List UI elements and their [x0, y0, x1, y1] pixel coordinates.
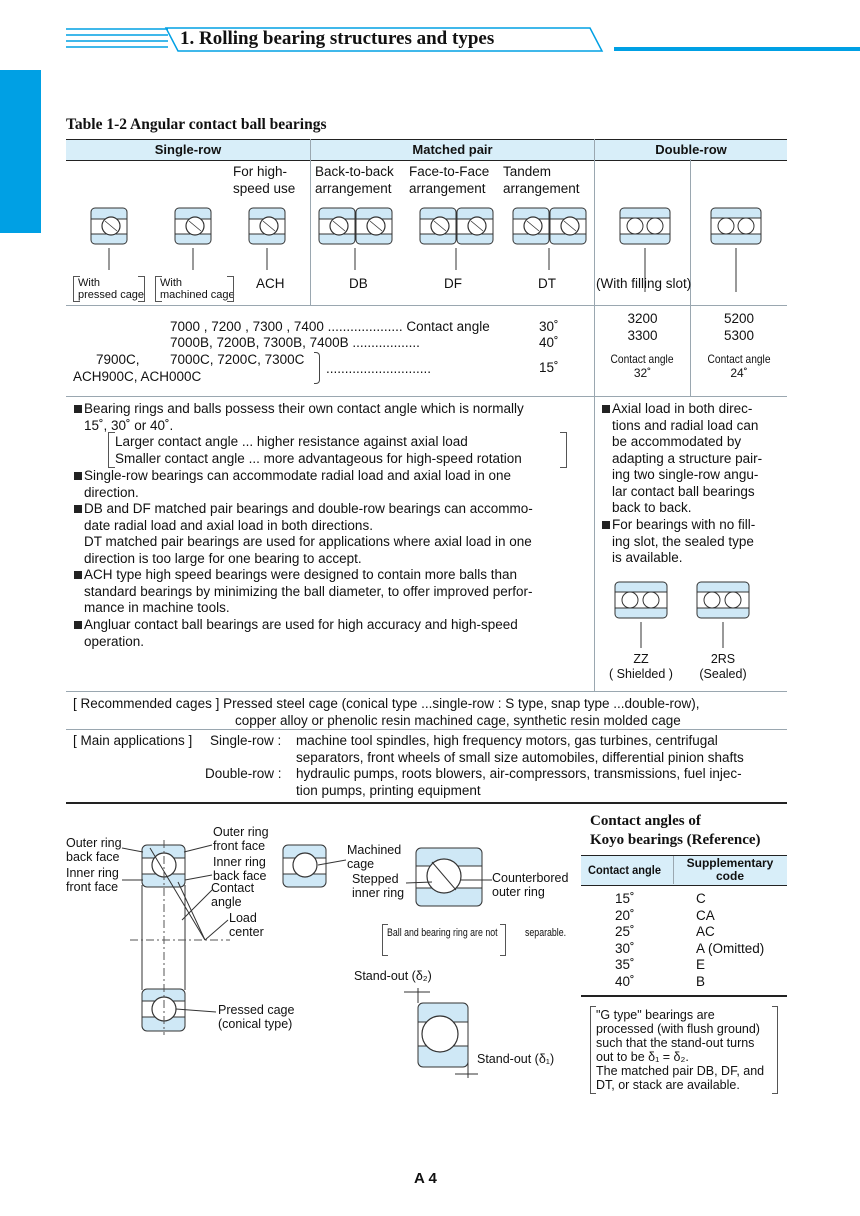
- col-matched-pair: Matched pair: [412, 142, 493, 157]
- series-angle-40: 40˚: [539, 335, 559, 350]
- label-contact-angle: Contact angle: [211, 881, 255, 909]
- label-filling-slot: (With filling slot): [596, 276, 692, 291]
- contact-col-angle: Contact angle: [587, 863, 661, 877]
- double-series-24: 5200 5300: [723, 311, 755, 343]
- label-machined-cage: With machined cage: [160, 277, 235, 301]
- subhead-high-speed: For high- speed use: [233, 164, 296, 196]
- main-applications-label: [ Main applications ]: [73, 733, 193, 748]
- series-angle-30: 30˚: [539, 319, 559, 334]
- table-row: 35˚: [615, 957, 635, 972]
- contact-codes: [696, 891, 764, 990]
- table-row: E: [696, 957, 706, 972]
- table-row: CA: [696, 907, 715, 923]
- double-angle-24: Contact angle 24˚: [707, 352, 771, 380]
- double-series-32: 3200 3300: [627, 311, 658, 343]
- desc-right-2: For bearings with no fill- ing slot, the sealed type is available.: [612, 517, 756, 565]
- label-outer-ring-front: Outer ring front face: [213, 825, 269, 853]
- label-standout-d1: Stand-out (δ₁): [477, 1052, 555, 1066]
- table-row: B: [696, 973, 706, 989]
- table-row: 30˚: [615, 940, 635, 956]
- label-load-center: Load center: [229, 911, 264, 939]
- label-machined-cage: Machined cage: [347, 843, 402, 871]
- col-double-row: Double-row: [655, 142, 727, 157]
- desc-bullet-2: Single-row bearings can accommodate radial load and axial load in one direction.: [84, 468, 512, 500]
- table-row: AC: [696, 924, 715, 939]
- series-line-4: ACH900C, ACH000C: [73, 369, 202, 384]
- apps-double-row: hydraulic pumps, roots blowers, air-compressors, transmissions, fuel injec- tion pumps, printing equipment: [296, 766, 742, 798]
- label-db: DB: [349, 276, 368, 291]
- table-row: 25˚: [615, 924, 635, 939]
- col-single-row: Single-row: [154, 142, 222, 157]
- label-inner-ring-back: Inner ring back face: [213, 855, 267, 883]
- label-zz: ZZ ( Shielded ): [609, 652, 673, 681]
- table-row: 20˚: [615, 907, 635, 923]
- label-df: DF: [444, 276, 462, 291]
- contact-angles: [615, 891, 635, 990]
- table-row: 40˚: [615, 973, 635, 989]
- desc-bullet-5: Angluar contact ball bearings are used for high accuracy and high-speed operation.: [84, 617, 518, 649]
- series-line-3b: 7000C, 7200C, 7300C: [170, 352, 305, 367]
- page-title: 1. Rolling bearing structures and types: [180, 28, 495, 49]
- label-counterbored-outer-ring: Counterbored outer ring: [492, 871, 569, 899]
- contact-table-title: Contact angles of Koyo bearings (Reference): [590, 813, 761, 848]
- machined-cage-bearing: [283, 845, 326, 887]
- series-line-1: 7000 , 7200 , 7300 , 7400 .................... Contact angle: [170, 319, 490, 334]
- desc-bullet-3: DB and DF matched pair bearings and double-row bearings can accommo- date radial load and axial load in both directions. DT matched pair bearings are used for applications where axial load in one direction is too large for one bearing to accept.: [84, 501, 533, 566]
- apps-single-row-label: Single-row :: [210, 733, 282, 748]
- desc-bullet-4: ACH type high speed bearings were designed to contain more balls than standard bearings by minimizing the ball diameter, to offer improved perfor- mance in machine tools.: [84, 567, 533, 615]
- label-not-separable: Ball and bearing ring are not separable.: [387, 927, 567, 939]
- label-2rs: 2RS (Sealed): [699, 652, 747, 681]
- label-outer-ring-back: Outer ring back face: [66, 836, 122, 864]
- recommended-cages: [ Recommended cages ] Pressed steel cage (conical type ...single-row : S type, snap type ...double-row), copper alloy or phenolic resin machined cage, synthetic resin molded cage: [73, 696, 700, 728]
- apps-single-row: machine tool spindles, high frequency motors, gas turbines, centrifugal separators, front wheels of small size automobiles, differential pinion shafts: [296, 733, 744, 765]
- g-type-note: "G type" bearings are processed (with flush ground) such that the stand-out turns out to be δ₁ = δ₂. The matched pair DB, DF, and DT, or stack are available.: [596, 1008, 765, 1092]
- label-inner-ring-front: Inner ring front face: [66, 866, 119, 894]
- label-pressed-cage: With pressed cage: [78, 277, 145, 301]
- contact-col-code: Supplementary code: [686, 856, 774, 883]
- page-number: A 4: [414, 1170, 437, 1187]
- subhead-face-to-face: Face-to-Face arrangement: [409, 164, 490, 196]
- label-standout-d2: Stand-out (δ₂): [354, 969, 432, 983]
- subhead-back-to-back: Back-to-back arrangement: [315, 164, 394, 196]
- subhead-tandem: Tandem arrangement: [503, 164, 580, 196]
- desc-bullet-1: Bearing rings and balls possess their own contact angle which is normally 15˚, 30˚ or 40˚.: [84, 401, 524, 433]
- label-stepped-inner-ring: Stepped inner ring: [352, 872, 405, 900]
- label-dt: DT: [538, 276, 556, 291]
- table-row: C: [696, 891, 706, 906]
- desc-right-1: Axial load in both direc- tions and radial load can be accommodated by adapting a structure pair- ing two single-row angu- lar contact ball bearings back to back.: [612, 401, 763, 515]
- apps-double-row-label: Double-row :: [205, 766, 282, 781]
- label-pressed-cage-conical: Pressed cage (conical type): [218, 1003, 295, 1031]
- series-line-2: 7000B, 7200B, 7300B, 7400B ..................: [170, 335, 420, 350]
- series-dots: ............................: [326, 361, 432, 376]
- table-row: A (Omitted): [696, 940, 765, 956]
- label-ach: ACH: [256, 276, 285, 291]
- series-line-3a: 7900C,: [96, 352, 140, 367]
- double-angle-32: Contact angle 32˚: [611, 352, 674, 380]
- desc-contact-notes: Larger contact angle ... higher resistance against axial load Smaller contact angle ... more advantageous for high-speed rotation: [115, 434, 522, 466]
- counterbored-bearing: [416, 848, 482, 906]
- table-title: Table 1-2 Angular contact ball bearings: [66, 116, 327, 133]
- series-angle-15: 15˚: [539, 360, 559, 375]
- standout-bearing: [418, 1003, 468, 1067]
- table-row: 15˚: [615, 891, 635, 906]
